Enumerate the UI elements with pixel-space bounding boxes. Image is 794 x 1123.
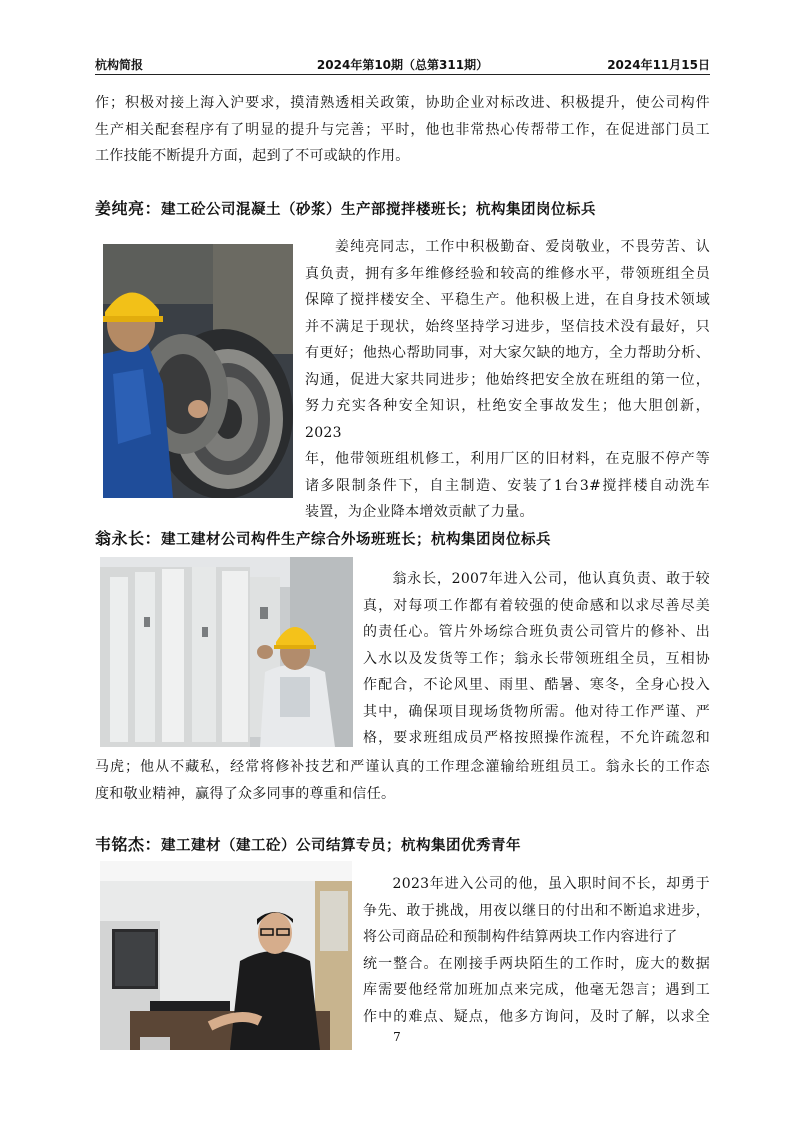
text-line: 2023年进入公司的他，虽入职时间不长，却勇于 — [363, 876, 710, 892]
person-name: 翁永长： — [95, 529, 162, 548]
section-1-photo — [103, 244, 293, 498]
text-line: 入水以及发货等工作；翁永长带领班组全员，互相协 — [363, 650, 710, 667]
person-role: 建工建材（建工砼）公司结算专员；杭构集团优秀青年 — [161, 838, 522, 854]
section-3-paragraph — [363, 871, 710, 1030]
text-line: 生产相关配套程序有了明显的提升与完善；平时，他也非常热心传帮带工作，在促进部门员工 — [95, 121, 710, 138]
text-line: 姜纯亮同志，工作中积极勤奋、爱岗敬业，不畏劳苦、认 — [305, 239, 710, 255]
text-line: 工作技能不断提升方面，起到了不可或缺的作用。 — [95, 148, 410, 164]
text-line: 统一整合。在刚接手两块陌生的工作时，庞大的数据 — [363, 955, 710, 972]
person-role: 建工建材公司构件生产综合外场班班长；杭构集团岗位标兵 — [161, 532, 552, 548]
text-line: 有更好；他热心帮助同事，对大家欠缺的地方，全力帮助分析、 — [305, 345, 710, 361]
text-line: 诸多限制条件下，自主制造、安装了1台3#搅拌楼自动洗车 — [305, 477, 710, 494]
section-3-photo — [100, 861, 352, 1050]
text-line: 作中的难点、疑点，他多方询问，及时了解，以求全 — [363, 1008, 710, 1025]
section-title-2 — [95, 526, 551, 549]
header-divider — [95, 74, 710, 75]
text-line: 真负责，拥有多年维修经验和较高的维修水平，带领班组全员 — [305, 265, 710, 282]
text-line: 真，对每项工作都有着较强的使命感和以求尽善尽美 — [363, 597, 710, 614]
header-issue: 2024年第10期（总第311期） — [316, 58, 489, 72]
section-2-paragraph-continued — [95, 754, 710, 807]
person-name: 姜纯亮： — [95, 199, 162, 218]
young-man-at-office-desk-photo — [100, 861, 352, 1050]
header-date: 2024年11月15日 — [607, 58, 710, 72]
text-line: 努力充实各种安全知识，杜绝安全事故发生；他大胆创新，2023 — [305, 398, 710, 441]
person-name: 韦铭杰： — [95, 835, 162, 854]
text-line: 并不满足于现状，始终坚持学习进步，坚信技术没有最好，只 — [305, 318, 710, 335]
person-role: 建工砼公司混凝土（砂浆）生产部搅拌楼班长；杭构集团岗位标兵 — [161, 202, 597, 218]
section-1-paragraph — [305, 234, 710, 526]
header-publication: 杭构简报 — [95, 58, 144, 72]
text-line: 翁永长，2007年进入公司，他认真负责、敢于较 — [363, 571, 710, 587]
text-line: 其中，确保项目现场货物所需。他对待工作严谨、严 — [363, 703, 710, 720]
text-line: 作；积极对接上海入沪要求，摸清熟透相关政策，协助企业对标改进、积极提升，使公司构件 — [95, 95, 710, 111]
text-line: 库需要他经常加班加点来完成，他毫无怨言；遇到工 — [363, 982, 710, 998]
text-line: 沟通，促进大家共同进步；他始终把安全放在班组的第一位， — [305, 371, 710, 388]
text-line: 度和敬业精神，赢得了众多同事的尊重和信任。 — [95, 785, 396, 802]
section-2-paragraph — [363, 566, 710, 752]
text-line: 马虎；他从不藏私，经常将修补技艺和严谨认真的工作理念灌输给班组员工。翁永长的工作态 — [95, 759, 710, 775]
worker-beside-concrete-segments-photo — [100, 557, 353, 747]
section-title-1 — [95, 196, 596, 219]
text-line: 格，要求班组成员严格按照操作流程，不允许疏忽和 — [363, 730, 710, 746]
text-line: 争先、敢于挑战，用夜以继日的付出和不断追求进步， — [363, 902, 710, 919]
text-line: 作配合，不论风里、雨里、酷暑、寒冬，全身心投入 — [363, 677, 710, 693]
worker-in-yellow-helmet-at-machinery-photo — [103, 244, 293, 498]
section-2-photo — [100, 557, 353, 747]
page-header — [95, 56, 710, 74]
text-line: 装置，为企业降本增效贡献了力量。 — [305, 504, 534, 520]
section-title-3 — [95, 832, 521, 855]
text-line: 年，他带领班组机修工，利用厂区的旧材料，在克服不停产等 — [305, 451, 710, 467]
intro-paragraph — [95, 90, 710, 170]
text-line: 的责任心。管片外场综合班负责公司管片的修补、出 — [363, 624, 710, 640]
text-line: 保障了搅拌楼安全、平稳生产。他积极上进，在自身技术领域 — [305, 292, 710, 308]
text-line: 将公司商品砼和预制构件结算两块工作内容进行了 — [363, 929, 678, 945]
page-number: 7 — [393, 1030, 401, 1044]
